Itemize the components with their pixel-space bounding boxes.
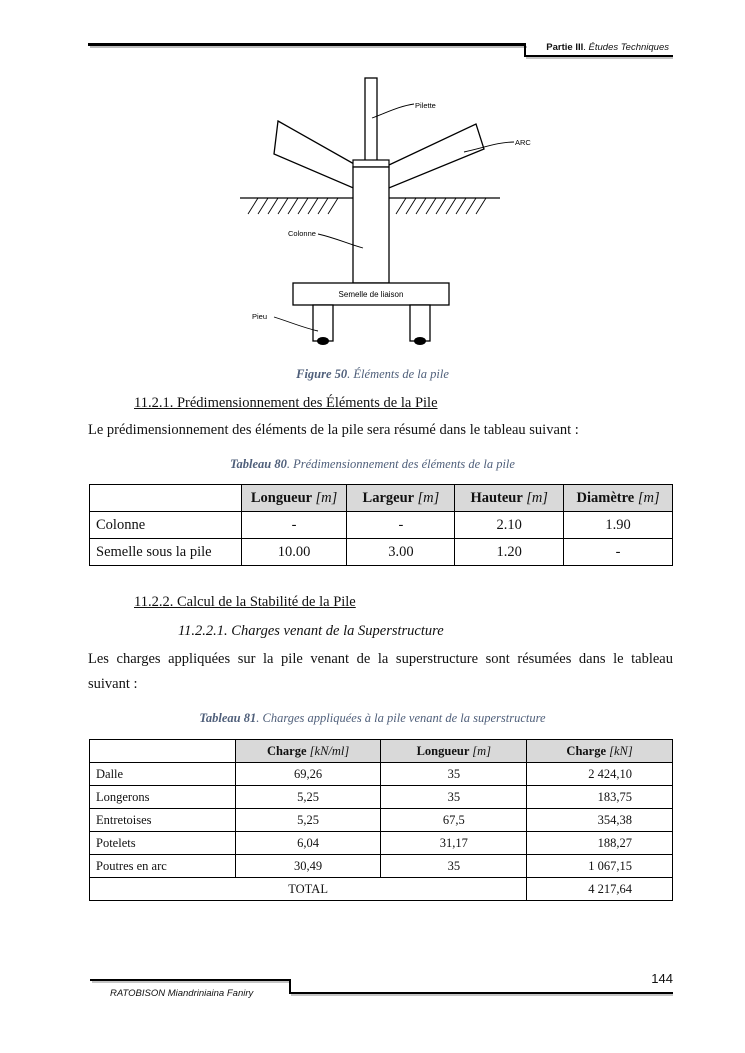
table-header-cell: Hauteur [m] (455, 485, 564, 512)
table-row (90, 786, 673, 809)
left-pile-tip (317, 337, 329, 345)
table-total-row (90, 878, 673, 901)
table-header-cell: Longueur [m] (241, 485, 347, 512)
total-label: TOTAL (90, 878, 527, 901)
row-label: Entretoises (90, 809, 236, 832)
arc-label: ARC (515, 138, 531, 147)
table-row (90, 763, 673, 786)
table-81-caption-number: Tableau 81 (199, 711, 257, 725)
paragraph-predim: Le prédimensionnement des éléments de la pile sera résumé dans le tableau suivant : (88, 422, 579, 438)
table-81-caption (0, 711, 745, 726)
pieu-label: Pieu (252, 312, 268, 321)
table-cell: 30,49 (235, 855, 381, 878)
section-heading-predim: 11.2.1. Prédimensionnement des Éléments de la Pile (134, 395, 438, 411)
footer-rule-shadow (92, 981, 290, 983)
table-81-caption-text: . Charges appliquées à la pile venant de la superstructure (256, 711, 546, 725)
table-cell: 2.10 (455, 512, 564, 539)
footer-rule-step (289, 979, 291, 993)
row-label: Semelle sous la pile (90, 539, 242, 566)
table-cell: 35 (381, 763, 527, 786)
table-cell: 5,25 (235, 786, 381, 809)
table-cell: 35 (381, 786, 527, 809)
table-predimensionnement (89, 484, 673, 566)
table-header-empty (90, 485, 242, 512)
paragraph-charges-line1: Les charges appliquées sur la pile venant de la superstructure sont résumées dans le tableau (88, 651, 673, 667)
colonne-cap-shape (353, 160, 389, 167)
right-pile-tip (414, 337, 426, 345)
table-cell: 1.90 (564, 512, 673, 539)
table-cell: 10.00 (241, 539, 347, 566)
pier-elements-drawing (238, 76, 538, 354)
running-header: Partie III. Études Techniques (546, 42, 669, 53)
table-row (90, 539, 673, 566)
table-80-caption (0, 457, 745, 472)
pilette-shape (365, 78, 377, 162)
table-cell: 354,38 (527, 809, 673, 832)
header-rule-right-shadow (526, 57, 673, 59)
figure-caption (0, 367, 745, 382)
table-header-cell: Largeur [m] (347, 485, 455, 512)
semelle-label: Semelle de liaison (338, 290, 404, 299)
table-cell: - (241, 512, 347, 539)
left-pile-shape (313, 305, 333, 341)
table-row (90, 855, 673, 878)
figure-caption-text: . Éléments de la pile (347, 367, 449, 381)
table-cell: - (347, 512, 455, 539)
table-header-empty (90, 740, 236, 763)
table-cell: 188,27 (527, 832, 673, 855)
table-header-row (90, 485, 673, 512)
table-cell: 2 424,10 (527, 763, 673, 786)
figure-caption-number: Figure 50 (296, 367, 348, 381)
table-cell: 69,26 (235, 763, 381, 786)
table-cell: 1.20 (455, 539, 564, 566)
table-header-row (90, 740, 673, 763)
row-label: Potelets (90, 832, 236, 855)
colonne-shape (353, 167, 389, 283)
page-number: 144 (651, 971, 673, 986)
table-cell: - (564, 539, 673, 566)
table-charges-superstructure (89, 739, 673, 901)
row-label: Longerons (90, 786, 236, 809)
table-header-cell: Charge [kN] (527, 740, 673, 763)
total-value: 4 217,64 (527, 878, 673, 901)
colonne-label: Colonne (288, 229, 316, 238)
table-row (90, 832, 673, 855)
subsection-heading-charges: 11.2.2.1. Charges venant de la Superstructure (178, 623, 444, 639)
pilette-label: Pilette (415, 101, 436, 110)
table-cell: 5,25 (235, 809, 381, 832)
table-cell: 3.00 (347, 539, 455, 566)
table-cell: 6,04 (235, 832, 381, 855)
header-part: Partie III (546, 42, 584, 53)
row-label: Dalle (90, 763, 236, 786)
footer-rule-right-shadow (291, 994, 673, 996)
row-label: Poutres en arc (90, 855, 236, 878)
right-pile-shape (410, 305, 430, 341)
table-row (90, 809, 673, 832)
pilette-leader (372, 104, 414, 118)
table-cell: 35 (381, 855, 527, 878)
table-header-cell: Diamètre [m] (564, 485, 673, 512)
table-cell: 1 067,15 (527, 855, 673, 878)
table-cell: 67,5 (381, 809, 527, 832)
table-80-caption-text: . Prédimensionnement des éléments de la pile (286, 457, 515, 471)
header-rule-shadow (90, 46, 527, 48)
paragraph-charges-line2: suivant : (88, 676, 138, 692)
header-title: Études Techniques (588, 42, 669, 53)
table-row (90, 512, 673, 539)
section-heading-stabilite: 11.2.2. Calcul de la Stabilité de la Pile (134, 594, 356, 610)
table-80-caption-number: Tableau 80 (230, 457, 287, 471)
table-header-cell: Charge [kN/ml] (235, 740, 381, 763)
row-label: Colonne (90, 512, 242, 539)
footer-author: RATOBISON Miandriniaina Faniry (110, 988, 254, 999)
pieu-leader (274, 317, 318, 331)
table-cell: 183,75 (527, 786, 673, 809)
table-header-cell: Longueur [m] (381, 740, 527, 763)
table-cell: 31,17 (381, 832, 527, 855)
